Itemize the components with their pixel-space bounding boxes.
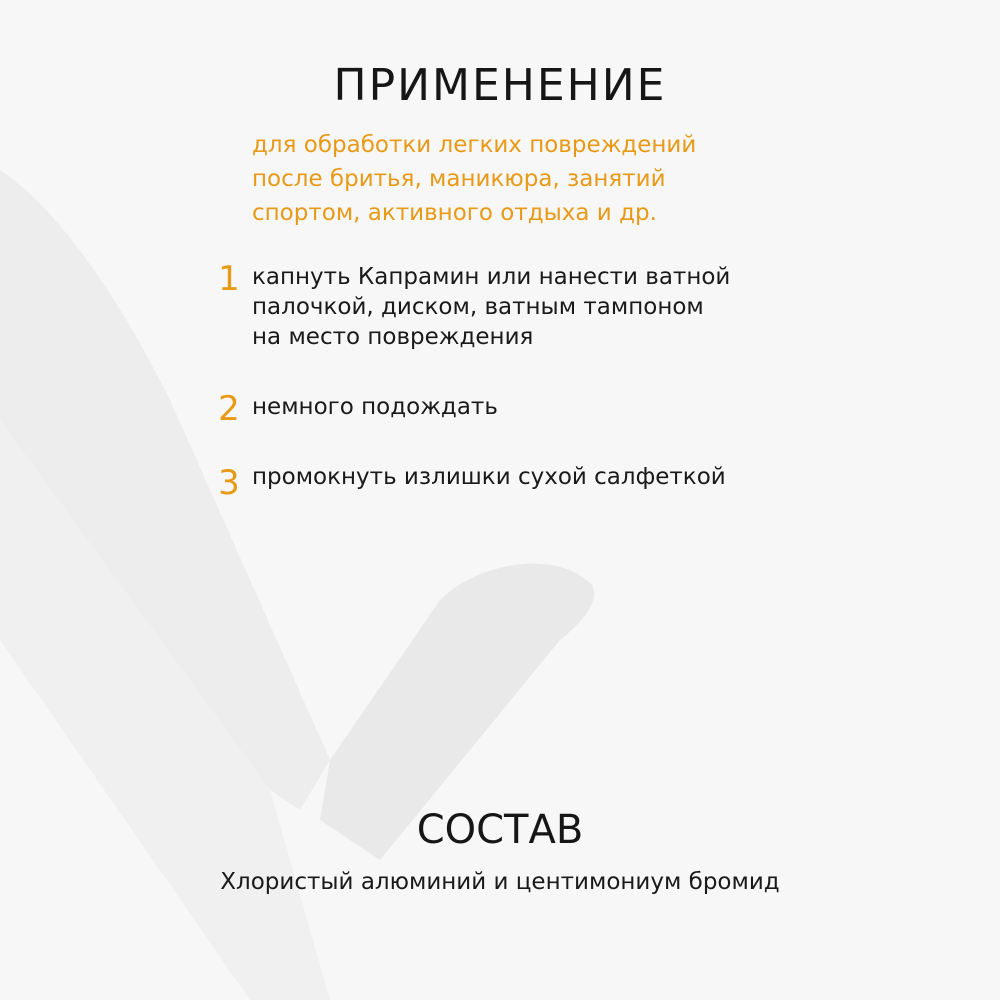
step-text [252,262,832,352]
step-text-line: палочкой, диском, ватным тампоном [252,294,704,320]
step-text-line: на место повреждения [252,324,534,350]
step-text-line: капнуть Капрамин или нанести ватной [252,264,731,290]
usage-subtitle-line: после бритья, маникюра, занятий [252,166,666,192]
usage-subtitle-line: для обработки легких повреждений [252,132,697,158]
step-text-line: промокнуть излишки сухой салфеткой [252,464,726,490]
step-text [252,392,832,422]
step-text [252,462,832,492]
step-text-line: немного подождать [252,394,498,420]
step-number: 3 [218,463,240,503]
usage-subtitle [252,128,812,230]
step-number: 1 [218,259,240,299]
composition-text: Хлористый алюминий и центимониум бромид [220,869,780,895]
step-number: 2 [218,389,240,429]
usage-title: ПРИМЕНЕНИЕ [333,60,667,111]
composition-title: СОСТАВ [416,807,584,853]
usage-subtitle-line: спортом, активного отдыха и др. [252,200,657,226]
